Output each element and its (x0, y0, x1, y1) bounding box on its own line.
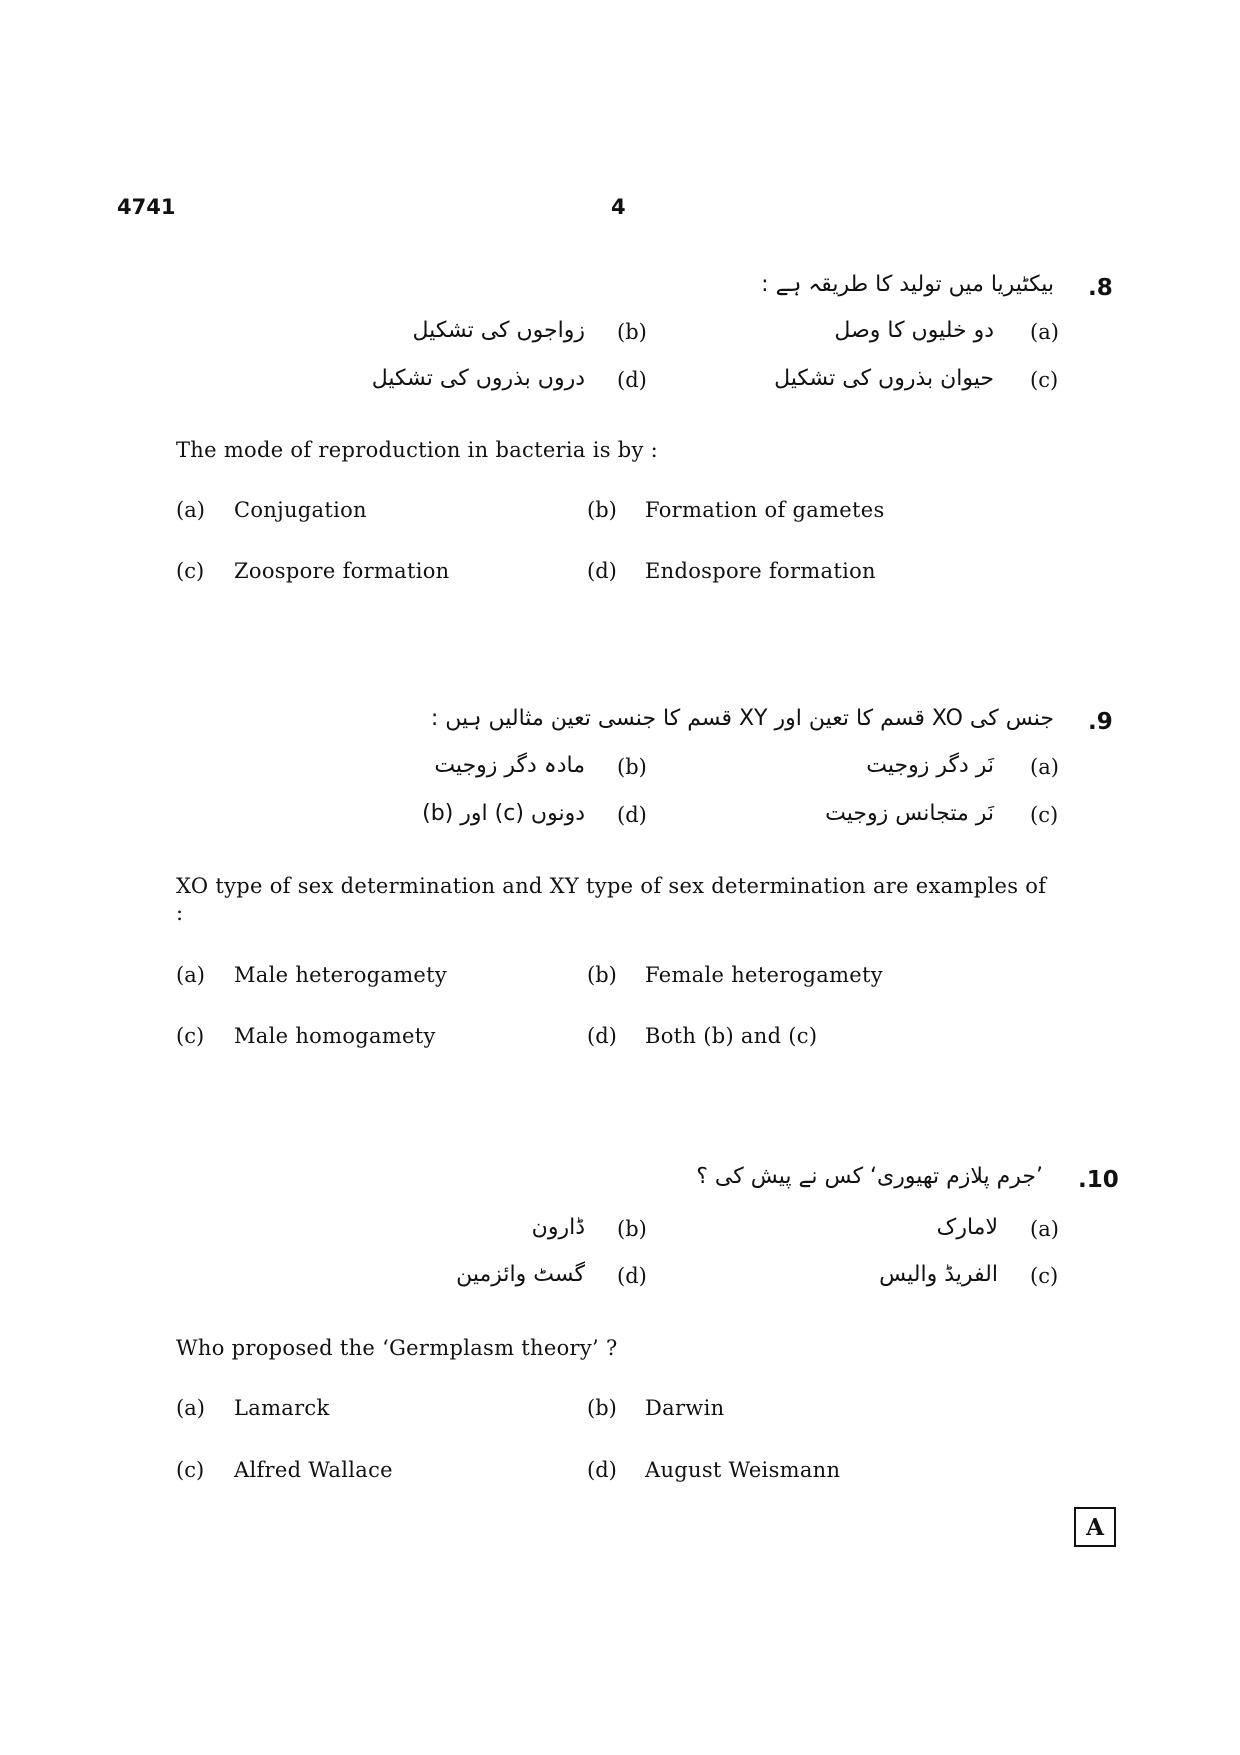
urdu-option-label-a: (a) (1030, 755, 1059, 779)
urdu-option-a: دو خلیوں کا وصل (834, 318, 994, 343)
set-code-box (1074, 1507, 1116, 1547)
english-option-label-b: (b) (587, 1396, 617, 1420)
english-option-label-d: (d) (587, 1458, 617, 1482)
english-option-d: Both (b) and (c) (645, 1024, 818, 1048)
urdu-option-d: (b) اور (c) دونوں (422, 801, 585, 826)
english-option-label-b: (b) (587, 963, 617, 987)
urdu-option-c: الفریڈ والیس (879, 1262, 998, 1287)
english-option-label-c: (c) (176, 1458, 205, 1482)
question-number: .8 (1088, 275, 1113, 301)
urdu-option-label-b: (b) (617, 1217, 647, 1241)
urdu-stem: ’جرم پلازم تھیوری‘ کس نے پیش کی ؟ (696, 1164, 1043, 1189)
english-option-label-a: (a) (176, 498, 205, 522)
english-option-label-a: (a) (176, 963, 205, 987)
urdu-option-a: نَر دگر زوجیت (866, 753, 994, 778)
urdu-option-label-c: (c) (1030, 803, 1059, 827)
english-option-b: Darwin (645, 1396, 725, 1420)
english-option-label-d: (d) (587, 559, 617, 583)
urdu-option-b: مادہ دگر زوجیت (434, 753, 585, 778)
english-option-label-c: (c) (176, 1024, 205, 1048)
english-option-c: Zoospore formation (234, 559, 450, 583)
english-option-label-d: (d) (587, 1024, 617, 1048)
paper-code: 4741 (117, 195, 176, 219)
question-number: .10 (1078, 1167, 1119, 1193)
urdu-option-d: دروں بذروں کی تشکیل (371, 366, 585, 391)
english-stem: XO type of sex determination and XY type of sex determination are examples of : (176, 874, 1047, 925)
urdu-option-c: نَر متجانس زوجیت (825, 801, 994, 826)
english-option-c: Male homogamety (234, 1024, 436, 1048)
urdu-stem: بیکٹیریا میں تولید کا طریقہ ہے : (761, 272, 1054, 297)
urdu-option-label-d: (d) (617, 803, 647, 827)
urdu-option-label-c: (c) (1030, 1264, 1059, 1288)
english-option-c: Alfred Wallace (234, 1458, 393, 1482)
question-number: .9 (1088, 709, 1113, 735)
english-option-a: Conjugation (234, 498, 367, 522)
urdu-option-label-a: (a) (1030, 320, 1059, 344)
english-option-b: Female heterogamety (645, 963, 883, 987)
english-stem: The mode of reproduction in bacteria is by : (176, 438, 659, 462)
english-option-label-c: (c) (176, 559, 205, 583)
set-code: A (1086, 1513, 1104, 1541)
urdu-option-d: گسٹ وائزمین (456, 1262, 585, 1287)
urdu-option-label-c: (c) (1030, 368, 1059, 392)
urdu-option-c: حیوان بذروں کی تشکیل (774, 366, 994, 391)
english-option-b: Formation of gametes (645, 498, 885, 522)
urdu-option-label-a: (a) (1030, 1217, 1059, 1241)
english-stem: Who proposed the ‘Germplasm theory’ ? (176, 1336, 618, 1360)
urdu-stem: جنس کی XO قسم کا تعین اور XY قسم کا جنسی تعین مثالیں ہیں : (430, 706, 1054, 731)
english-option-label-a: (a) (176, 1396, 205, 1420)
page-number: 4 (611, 195, 626, 219)
urdu-option-b: زواجوں کی تشکیل (412, 318, 585, 343)
urdu-option-a: لامارک (936, 1215, 998, 1240)
english-option-a: Male heterogamety (234, 963, 448, 987)
english-option-a: Lamarck (234, 1396, 330, 1420)
urdu-option-label-b: (b) (617, 755, 647, 779)
urdu-option-label-b: (b) (617, 320, 647, 344)
urdu-option-label-d: (d) (617, 368, 647, 392)
english-option-d: August Weismann (645, 1458, 841, 1482)
english-option-d: Endospore formation (645, 559, 876, 583)
urdu-option-b: ڈارون (531, 1215, 585, 1240)
urdu-option-label-d: (d) (617, 1264, 647, 1288)
english-option-label-b: (b) (587, 498, 617, 522)
